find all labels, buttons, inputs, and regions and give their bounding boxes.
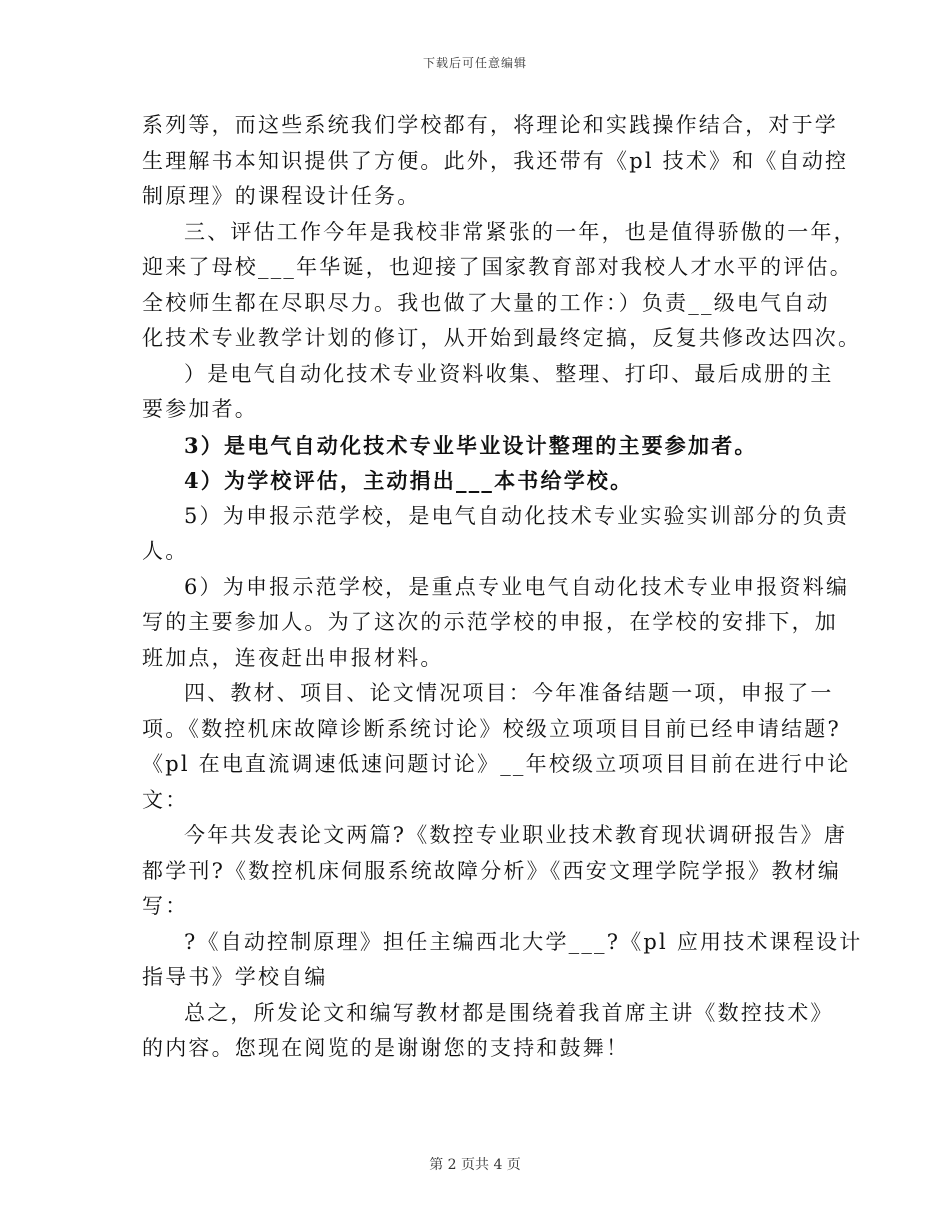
body-line-22: 都学刊?《数控机床伺服系统故障分析》《西安文理学院学报》教材编: [142, 858, 841, 883]
body-line-24: ?《自动控制原理》担任主编西北大学___?《pl 应用技术课程设计: [184, 929, 863, 954]
document-body: [142, 108, 863, 1067]
body-line-4: 三、评估工作今年是我校非常紧张的一年，也是值得骄傲的一年，: [184, 219, 857, 244]
page-number: 第 2 页共 4 页: [429, 1157, 521, 1173]
body-line-12: 5）为申报示范学校，是电气自动化技术专业实验实训部分的负责: [184, 503, 850, 528]
page-header: 下载后可任意编辑: [422, 56, 527, 70]
body-line-25: 指导书》学校自编: [142, 965, 328, 989]
body-line-16: 班加点，连夜赶出申报材料。: [142, 645, 444, 670]
body-line-23: 写：: [142, 894, 189, 918]
body-line-13: 人。: [142, 539, 189, 563]
body-line-21: 今年共发表论文两篇?《数控专业职业技术教育现状调研报告》唐: [184, 823, 848, 847]
body-line-10: 3）是电气自动化技术专业毕业设计整理的主要参加者。: [184, 432, 758, 458]
body-line-9: 要参加者。: [142, 397, 258, 421]
body-line-26: 总之，所发论文和编写教材都是围绕着我首席主讲《数控技术》: [184, 1000, 834, 1025]
body-line-3: 制原理》的课程设计任务。: [142, 184, 421, 208]
body-line-7: 化技术专业教学计划的修订，从开始到最终定搞，反复共修改达四次。: [142, 326, 862, 350]
body-line-6: 全校师生都在尽职尽力。我也做了大量的工作：）负责__级电气自动: [142, 290, 830, 315]
body-line-18: 项。《数控机床故障诊断系统讨论》校级立项项目目前已经申请结题?: [142, 716, 841, 741]
body-line-15: 写的主要参加人。为了这次的示范学校的申报，在学校的安排下，加: [142, 610, 838, 634]
body-line-1: 系列等，而这些系统我们学校都有，将理论和实践操作结合，对于学: [142, 113, 838, 137]
body-line-17: 四、教材、项目、论文情况项目：今年准备结题一项，申报了一: [184, 681, 834, 705]
body-line-5: 迎来了母校___年华诞，也迎接了国家教育部对我校人才水平的评估。: [142, 255, 853, 279]
body-line-8: ）是电气自动化技术专业资料收集、整理、打印、最后成册的主: [184, 361, 834, 386]
body-line-20: 文：: [142, 787, 189, 812]
body-line-27: 的内容。您现在阅览的是谢谢您的支持和鼓舞！: [142, 1036, 630, 1060]
body-line-2: 生理解书本知识提供了方便。此外，我还带有《pl 技术》和《自动控: [142, 148, 849, 173]
body-line-14: 6）为申报示范学校，是重点专业电气自动化技术专业申报资料编: [184, 574, 850, 599]
body-line-11: 4）为学校评估，主动捐出___本书给学校。: [184, 468, 634, 493]
body-line-19: 《pl 在电直流调速低速问题讨论》__年校级立项项目目前在进行中论: [142, 752, 851, 776]
